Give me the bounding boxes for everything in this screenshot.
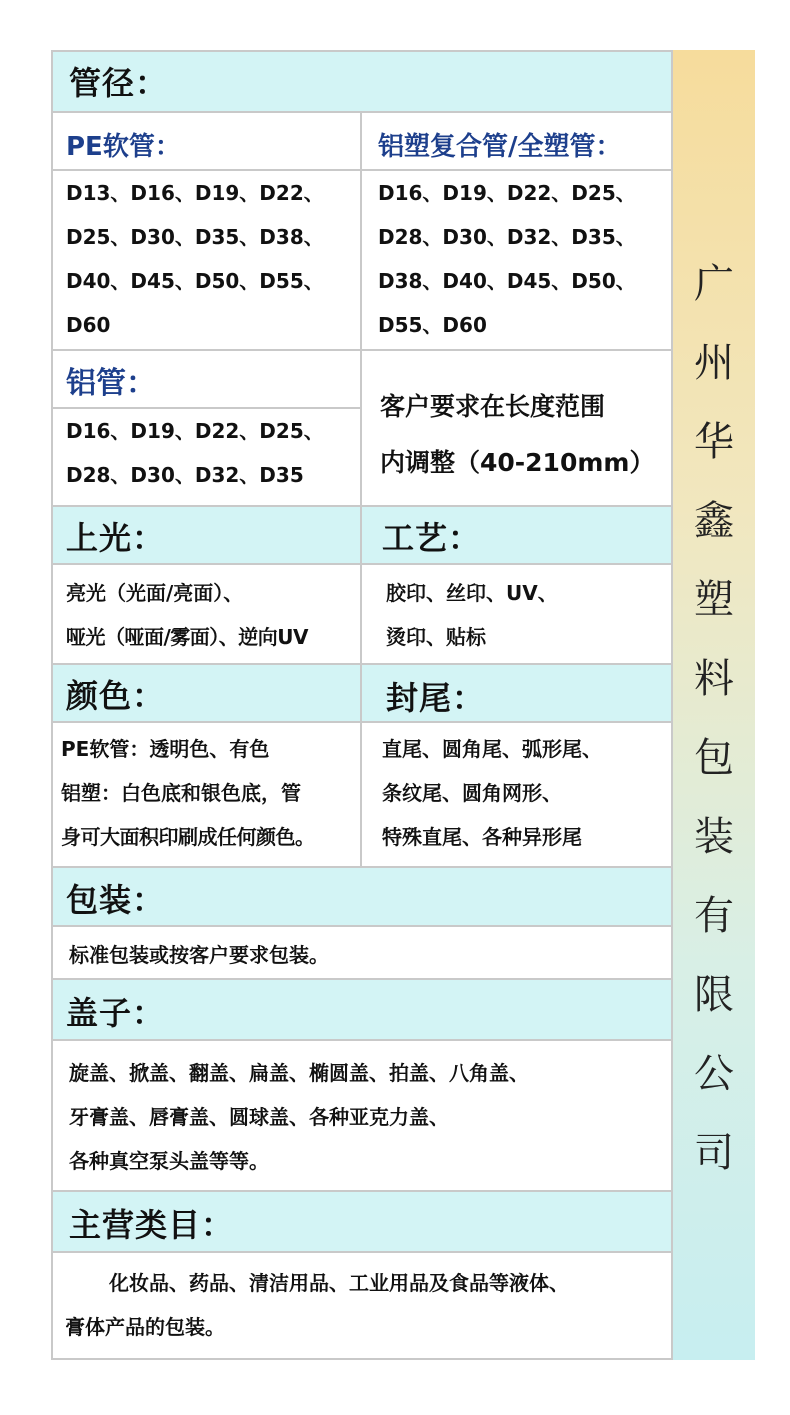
craft-line-2: 烫印、贴标 [386,625,486,649]
aluminum-tube-line-2: D28、D30、D32、D35 [66,463,304,487]
company-char: 包 [694,735,734,781]
aluminum-tube-title: 铝管： [53,349,362,407]
company-char: 华 [694,419,734,465]
section-header-craft: 工艺： [360,505,671,563]
section-header-color: 颜色： [53,663,362,721]
color-line-2: 铝塑：白色底和银色底，管 [61,781,301,805]
company-char: 广 [694,261,734,307]
pe-tube-line-2: D25、D30、D35、D38、 [66,225,324,249]
categories-line-1: 化妆品、药品、清洁用品、工业用品及食品等液体、 [109,1271,569,1295]
pe-tube-title: PE软管： [53,111,362,169]
categories-line-2: 膏体产品的包装。 [65,1315,225,1339]
composite-tube-line-1: D16、D19、D22、D25、 [378,181,636,205]
caps-text [53,1039,671,1190]
company-char: 鑫 [694,498,734,544]
company-char: 限 [694,972,734,1018]
section-header-caps: 盖子： [53,978,671,1039]
company-char: 公 [694,1051,734,1097]
company-name [673,245,755,1193]
composite-tube-sizes [360,169,671,349]
length-note-line-2: 内调整（40-210mm） [380,448,655,477]
caps-line-2: 牙膏盖、唇膏盖、圆球盖、各种亚克力盖、 [69,1105,449,1129]
section-header-categories: 主营类目： [53,1190,671,1251]
categories-text [53,1251,671,1358]
pe-tube-line-1: D13、D16、D19、D22、 [66,181,324,205]
company-char: 司 [694,1130,734,1176]
length-note-line-1: 客户要求在长度范围 [380,392,606,421]
seal-line-1: 直尾、圆角尾、弧形尾、 [382,737,602,761]
composite-tube-line-3: D38、D40、D45、D50、 [378,269,636,293]
pe-tube-sizes [53,169,362,349]
craft-line-1: 胶印、丝印、UV、 [386,581,558,605]
craft-options [360,563,671,663]
company-char: 料 [694,656,734,702]
packaging-text [53,925,671,978]
color-line-1: PE软管：透明色、有色 [61,737,270,761]
seal-line-2: 条纹尾、圆角网形、 [382,781,562,805]
composite-tube-title: 铝塑复合管/全塑管： [360,111,671,169]
company-char: 塑 [694,577,734,623]
composite-tube-line-2: D28、D30、D32、D35、 [378,225,636,249]
color-line-3: 身可大面积印刷成任何颜色。 [61,825,315,849]
aluminum-tube-line-1: D16、D19、D22、D25、 [66,419,324,443]
packaging-line-1: 标准包装或按客户要求包装。 [69,943,329,967]
company-char: 装 [694,814,734,860]
section-header-seal: 封尾： [360,663,671,721]
company-char: 州 [694,340,734,386]
section-header-gloss: 上光： [53,505,362,563]
aluminum-tube-sizes [53,407,362,505]
composite-tube-line-4: D55、D60 [378,313,487,337]
section-header-tube-diameter: 管径： [53,52,671,111]
gloss-line-1: 亮光（光面/亮面）、 [66,581,244,605]
seal-line-3: 特殊直尾、各种异形尾 [382,825,582,849]
company-char: 有 [694,893,734,939]
pe-tube-line-3: D40、D45、D50、D55、 [66,269,324,293]
pe-tube-line-4: D60 [66,313,111,337]
length-note [360,349,671,505]
caps-line-1: 旋盖、掀盖、翻盖、扁盖、椭圆盖、拍盖、八角盖、 [69,1061,529,1085]
company-banner [671,50,755,1360]
color-options [53,721,362,866]
seal-options [360,721,671,866]
gloss-options [53,563,362,663]
section-header-packaging: 包装： [53,866,671,925]
caps-line-3: 各种真空泵头盖等等。 [69,1149,269,1173]
gloss-line-2: 哑光（哑面/雾面）、逆向UV [66,625,309,649]
